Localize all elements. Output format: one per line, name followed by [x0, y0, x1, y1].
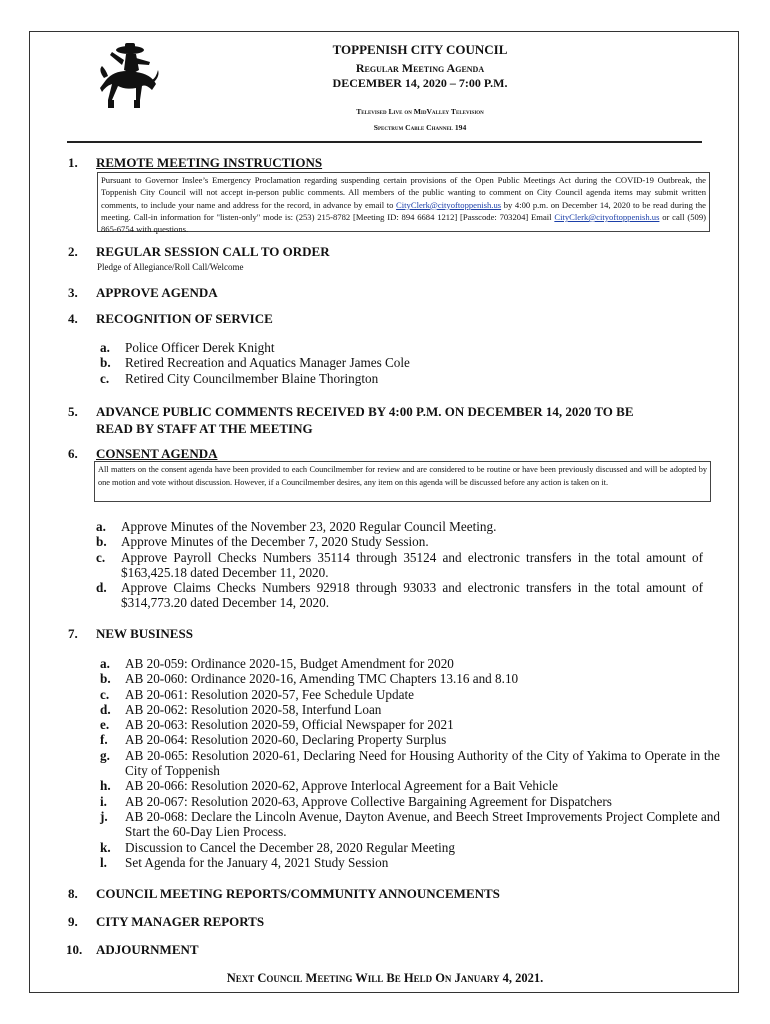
remote-instructions-box: [97, 172, 710, 235]
agenda-subtitle: Regular Meeting Agenda: [355, 61, 485, 75]
televised-note: Televised Live on MidValley Television: [356, 107, 484, 116]
section-4-title: RECOGNITION OF SERVICE: [96, 311, 273, 326]
list-item: k. Discussion to Cancel the December 28, 2020 Regular Meeting: [100, 839, 455, 855]
section-3-title: APPROVE AGENDA: [96, 285, 218, 300]
clerk-email-link-1[interactable]: CityClerk@cityoftoppenish.us: [396, 199, 502, 210]
section-4-number: 4.: [68, 311, 78, 326]
new-business-list: [100, 656, 720, 870]
section-1-title: REMOTE MEETING INSTRUCTIONS: [96, 155, 323, 170]
section-10-title: ADJOURNMENT: [96, 942, 199, 957]
section-9-number: 9.: [68, 914, 78, 929]
section-5-title-line1: ADVANCE PUBLIC COMMENTS RECEIVED BY 4:00 P.M. ON DECEMBER 14, 2020 TO BE: [96, 404, 634, 419]
list-item: l. Set Agenda for the January 4, 2021 Study Session: [100, 854, 389, 870]
consent-agenda-box: All matters on the consent agenda have been provided to each Councilmember for review and are considered to be routine or have been previously discussed and will be adopted by one motion and vote without discussion. However, if a Councilmember desires, any item on this agenda will be discussed before any action is taken on it.: [94, 461, 711, 502]
council-title: TOPPENISH CITY COUNCIL: [332, 42, 508, 57]
remote-text-2: by 4:00 p.m. on December 14, 2020 to be read during the meeting. Call-in information for "listen-only" mode is: (253) 215-8782 [Meeting ID: 894 6684 1212] [Passcode: 703204] Email: [101, 199, 706, 222]
list-item: g. AB 20-065: Resolution 2020-61, Declaring Need for Housing Authority of the City of Yakima to Operate in the City of Toppenish: [100, 747, 720, 779]
remote-text-1: Pursuant to Governor Inslee’s Emergency Proclamation regarding suspending certain provisions of the Open Public Meetings Act during the COVID-19 Outbreak, the Toppenish City Council will not accept in-person public comments. All members of the public wanting to comment on City Council agenda items may submit written comments, to include your name and address for the record, in advance by email to: [101, 175, 706, 210]
remote-text-3: or call (509) 865-6754 with questions.: [101, 211, 706, 235]
cable-channel: Spectrum Cable Channel 194: [373, 123, 467, 132]
list-item: d. Approve Claims Checks Numbers 92918 through 93033 and electronic transfers in the total amount of $314,773.20 dated December 14, 2020.: [96, 580, 703, 611]
list-item: b. Approve Minutes of the December 7, 2020 Study Session.: [96, 534, 429, 550]
section-6-number: 6.: [68, 446, 78, 461]
list-item: h. AB 20-066: Resolution 2020-62, Approve Interlocal Agreement for a Bait Vehicle: [100, 778, 559, 794]
list-item: a. AB 20-059: Ordinance 2020-15, Budget Amendment for 2020: [100, 656, 454, 671]
section-3-number: 3.: [68, 285, 78, 300]
bronc-rider-logo: [96, 40, 162, 114]
section-10-number: 10.: [66, 942, 83, 957]
section-2-note: Pledge of Allegiance/Roll Call/Welcome: [97, 262, 244, 272]
section-7-number: 7.: [68, 626, 78, 641]
list-item: c. AB 20-061: Resolution 2020-57, Fee Schedule Update: [100, 686, 414, 702]
meeting-date: DECEMBER 14, 2020 – 7:00 P.M.: [332, 76, 508, 90]
consent-list: [96, 519, 703, 611]
list-item: c. Retired City Councilmember Blaine Thorington: [100, 370, 379, 386]
list-item: c. Approve Payroll Checks Numbers 35114 through 35124 and electronic transfers in the total amount of $163,425.18 dated December 11, 2020.: [96, 549, 703, 580]
list-item: a. Approve Minutes of the November 23, 2020 Regular Council Meeting.: [96, 519, 497, 534]
list-item: d. AB 20-062: Resolution 2020-58, Interfund Loan: [100, 701, 382, 717]
section-9-title: CITY MANAGER REPORTS: [96, 914, 265, 929]
header-divider: [67, 141, 702, 143]
list-item: i. AB 20-067: Resolution 2020-63, Approve Collective Bargaining Agreement for Dispatchers: [100, 793, 612, 809]
section-6-title: CONSENT AGENDA: [96, 446, 218, 461]
section-7-title: NEW BUSINESS: [96, 626, 193, 641]
recognition-list: [100, 340, 550, 386]
list-item: a. Police Officer Derek Knight: [100, 340, 275, 355]
list-item: e. AB 20-063: Resolution 2020-59, Official Newspaper for 2021: [100, 717, 454, 733]
section-2-title: REGULAR SESSION CALL TO ORDER: [96, 244, 330, 259]
section-1-number: 1.: [68, 155, 78, 170]
next-meeting-note: Next Council Meeting Will Be Held On January 4, 2021.: [226, 971, 544, 985]
list-item: j. AB 20-068: Declare the Lincoln Avenue, Dayton Avenue, and Beech Street Improvements Project Complete and Start the 60-Day Lien Process.: [100, 808, 720, 840]
list-item: f. AB 20-064: Resolution 2020-60, Declaring Property Surplus: [100, 732, 447, 748]
clerk-email-link-2[interactable]: CityClerk@cityoftoppenish.us: [554, 211, 660, 222]
list-item: b. AB 20-060: Ordinance 2020-16, Amending TMC Chapters 13.16 and 8.10: [100, 671, 519, 687]
section-5-title-line2: READ BY STAFF AT THE MEETING: [96, 421, 313, 436]
section-8-title: COUNCIL MEETING REPORTS/COMMUNITY ANNOUNCEMENTS: [96, 886, 500, 901]
list-item: b. Retired Recreation and Aquatics Manager James Cole: [100, 355, 410, 371]
section-2-number: 2.: [68, 244, 78, 259]
section-5-number: 5.: [68, 404, 78, 419]
section-8-number: 8.: [68, 886, 78, 901]
